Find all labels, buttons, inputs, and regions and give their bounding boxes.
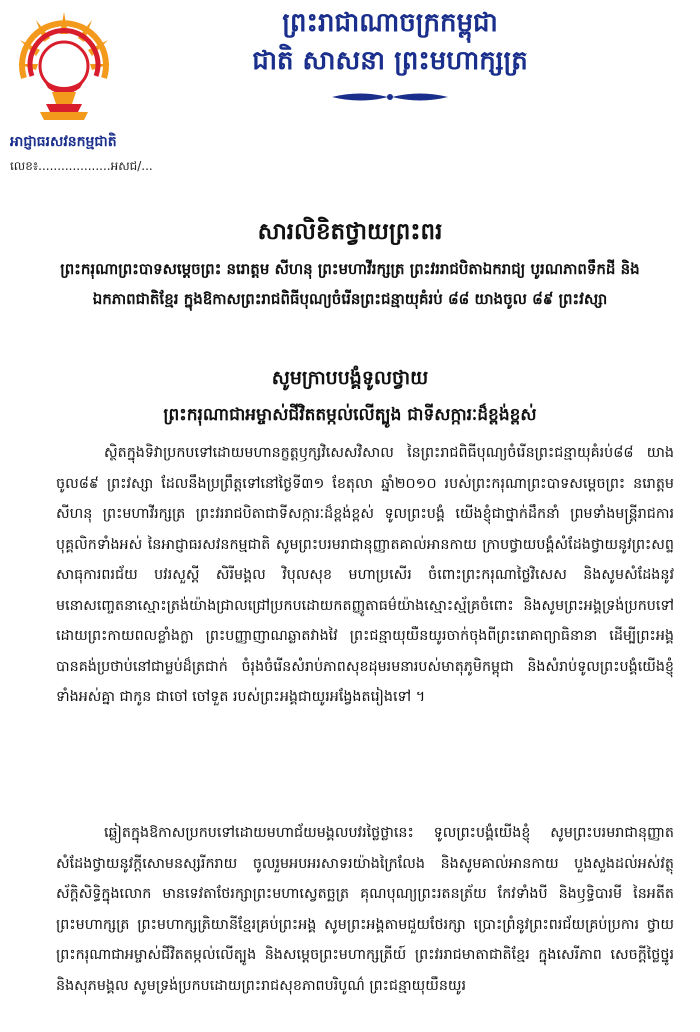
- reference-number: លេខ៖...................អសជ/...: [10, 159, 153, 173]
- ornament-divider: [330, 90, 450, 104]
- emblem-icon: [14, 8, 114, 128]
- agency-name: អាជ្ញាធរសវនកម្មជាតិ: [10, 134, 117, 150]
- kingdom-title: ព្រះរាជាណាចក្រកម្ពុជា: [282, 8, 498, 38]
- letter-addressee: ព្រះករុណាជាអម្ចាស់ជីវិតតម្កល់លើត្បូង ជាទីសក្ការៈដ៏ខ្ពង់ខ្ពស់: [163, 405, 537, 425]
- letter-heading: ព្រះករុណាព្រះបាទសម្តេចព្រះ នរោត្តម សីហនុ ព្រះមហាវីរក្សត្រ ព្រះវររាជបិតាឯករាជ្យ បូរណភាពទឹកដី និងឯកភាពជាតិខ្មែរ ក្នុងឱកាសព្រះរាជពិធីបុណ្យចំរើនព្រះជន្មាយុគំរប់ ៨៨ យាងចូល ៨៩ ព្រះវស្សា: [60, 260, 640, 308]
- letter-salutation: សូមក្រាបបង្គំទូលថ្វាយ: [271, 367, 429, 389]
- national-motto: ជាតិ សាសនា ព្រះមហាក្សត្រ: [252, 46, 528, 76]
- agency-emblem: [14, 8, 114, 128]
- body-paragraph-1: ស្ថិតក្នុងទិវាប្រកបទៅដោយមហានក្ខត្តឫក្សវិសេសវិសាល នៃព្រះរាជពិធីបុណ្យចំរើនព្រះជន្មាយុគំរប់៨៨ យាងចូល៨៩ ព្រះវស្សា ដែលនឹងប្រព្រឹត្តទៅនៅថ្ងៃទី៣១ ខែតុលា ឆ្នាំ២០១០ របស់ព្រះករុណាព្រះបាទសម្តេចព្រះ នរោត្តម សីហនុ ព្រះមហាវីរក្សត្រ ព្រះវររាជបិតាជាទីសក្ការៈដ៏ខ្ពង់ខ្ពស់ ទូលព្រះបង្គំ យើងខ្ញុំជាថ្នាក់ដឹកនាំ ព្រមទាំងមន្ត្រីរាជការ បុគ្គលិកទាំងអស់ នៃអាជ្ញាធរសវនកម្មជាតិ សូមព្រះបរមរាជានុញ្ញាតគាល់អានកាយ ក្រាបថ្វាយបង្គំសំដែងថ្វាយនូវព្រះសព្ទសាធុការពរជ័យ បវរសួស្តី សិរីមង្គល វិបុលសុខ មហាប្រសើរ ចំពោះព្រះករុណាថ្លៃវិសេស និងសូមសំដែងនូវមនោសញ្ចេតនាស្មោះត្រង់យ៉ាងជ្រាលជ្រៅប្រកបដោយកតញ្ញូតាធម៌យ៉ាងស្មោះស្ម័គ្រចំពោះ និងសូមព្រះអង្គទ្រង់ប្រកបទៅដោយព្រះកាយពលខ្លាំងក្លា ព្រះបញ្ញាញាណឆ្លាតវាងវៃ ព្រះជន្មាយុយឺនយូរចាក់ចុងពីព្រះរោគាព្យាធិនានា ដើម្បីព្រះអង្គបានគង់ប្រថាប់នៅជាម្លប់ដ៏ត្រជាក់ ចំរុងចំរើនសំរាប់ភាពសុខដុមរមនារបស់មាតុភូមិកម្ពុជា និងសំរាប់ទូលព្រះបង្គំយើងខ្ញុំទាំងអស់គ្នា ជាកូន ជាចៅ ចៅទួត របស់ព្រះអង្គជាយូរអង្វែងតរៀងទៅ ។: [56, 445, 674, 705]
- body-paragraph-2: ឆ្លៀតក្នុងឱកាសប្រកបទៅដោយមហាជ័យមង្គលបវរថ្លៃថ្លានេះ ទូលព្រះបង្គំយើងខ្ញុំ សូមព្រះបរមរាជានុញ្ញាត សំដែងថ្វាយនូវក្តីសោមនស្សរីករាយ ចូលរួមអបអរសាទរយ៉ាងក្រៃលែង និងសូមគាល់អានកាយ បួងសួងដល់អស់វត្ថុស័ក្តិសិទ្ធិក្នុងលោក មានទេវតាថែរក្សាព្រះមហាស្វេតច្ឆត្រ គុណបុណ្យព្រះរតនត្រ័យ កែវទាំងបី និងឫទ្ធិបារមី នៃអតីតព្រះមហាក្សត្រ ព្រះមហាក្សត្រិយានីខ្មែរគ្រប់ព្រះអង្គ សូមព្រះអង្គតាមជួយថែរក្សា ប្រោះព្រំនូវព្រះពរជ័យគ្រប់ប្រការ ថ្វាយព្រះករុណាជាអម្ចាស់ជីវិតតម្កល់លើត្បូង និងសម្តេចព្រះមហាក្សត្រីយ៍ ព្រះវររាជមាតាជាតិខ្មែរ ក្នុងសេរីភាព សេចក្តីថ្លៃថ្នូរ និងសុភមង្គល សូមទ្រង់ប្រកបដោយព្រះរាជសុខភាពបរិបូណ៌ ព្រះជន្មាយុយឺនយូរ: [56, 825, 674, 994]
- letter-title: សារលិខិតថ្វាយព្រះពរ: [257, 219, 443, 245]
